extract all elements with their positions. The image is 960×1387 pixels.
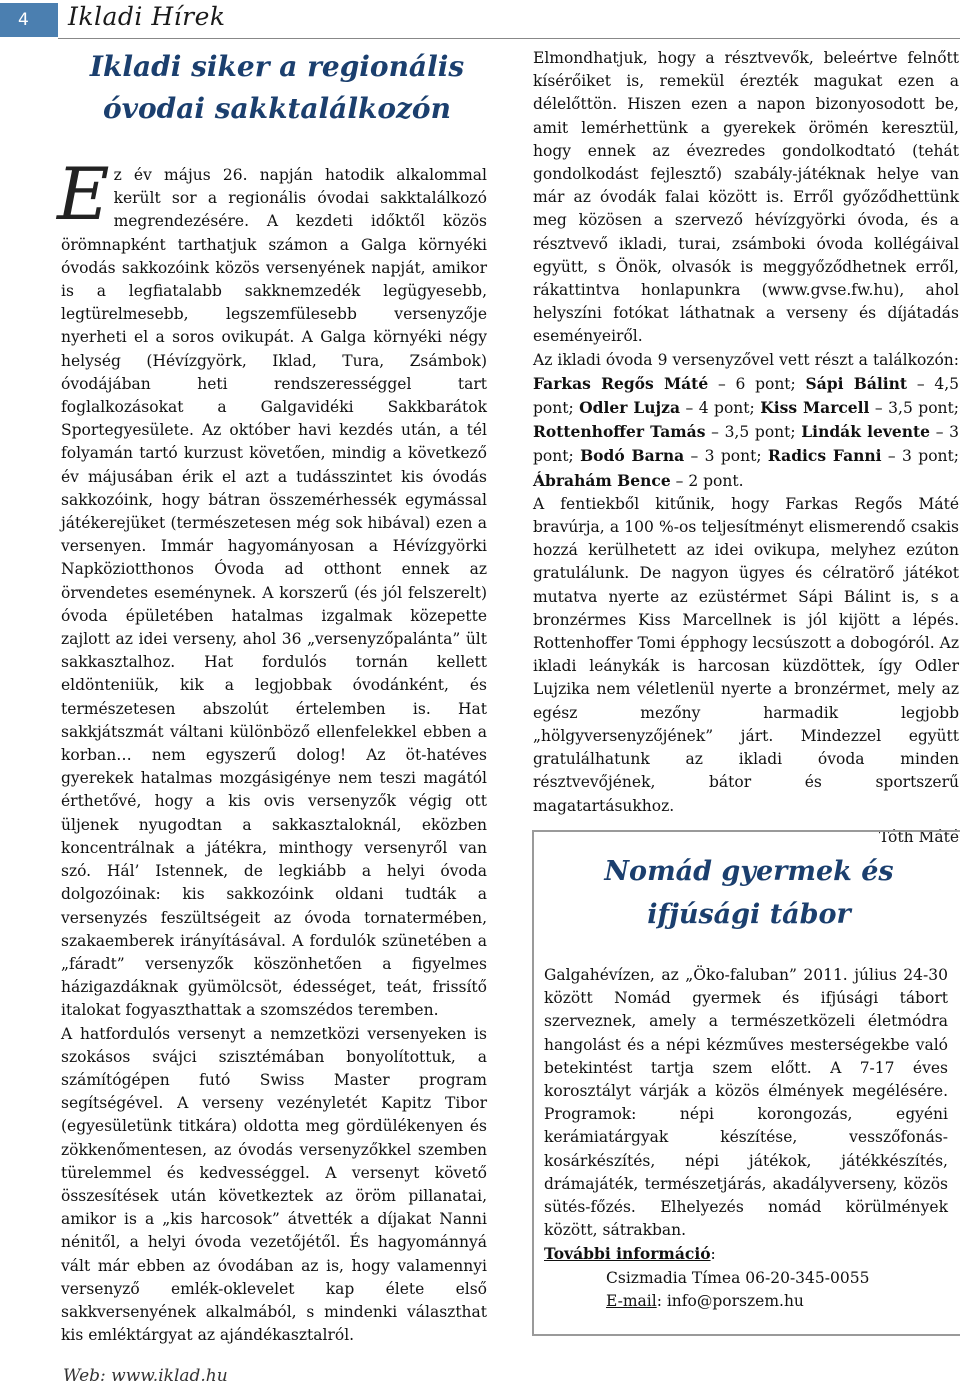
result-name: Lindák levente bbox=[801, 422, 931, 442]
article-paragraph-text: z év május 26. napján hatodik alkalommal került sor a regionális óvodai sakktalálkozó megrendezésére. A kezdeti időktől közös örömnapként tarthatjuk számon a Galga környéki óvodás sakkozóink közös versenyének napját, amikor is a legfiatalabb sakknemzedék legügyesebb, legtürelmesebb, legszemfülesebb versenyzője nyerheti el a soros ovikupát. A Galga környéki négy helység (Hévízgyörk, Iklad, Tura, Zsámbok) óvodájában heti rendszerességgel tart foglalkozásokat a Galgavidéki Sakkbarátok Sportegyesülete. Az október havi kezdés után, a tél folyamán tartó kurzust követően, mindig a következő év májusában érik el azt a tudásszintet kis óvodás sakkozóink, hogy bátran összemérhessék egymással játékerejüket (természetesen még sok hibával) ezen a versenyen. Immár hagyományosan a Hévízgyörki Napköziotthonos Óvoda ad otthont ennek az örvendetes eseménynek. A korszerű (és jól felszerelt) óvoda épületében hatalmas izgalmak közepette zajlott az idei verseny, ahol 36 „versenyzőpalánta” ült sakkasztalhoz. Hat fordulós tornán kellett eldönteniük, kik a legjobbak óvodánként, és természetesen abszolút értelemben is. Hat sakkjátszmát váltani különböző ellenfelekkel ebben a korban… nem egyszerű dolog! Az öt-hatéves gyerekek hatalmas mozgásigénye nem teszi magától érthetővé, hogy a kis ovis versenyzők végig ott üljenek nyugodtan a sakkasztaloknál, eközben koncentrálnak a játékra, minthogy versenyről van szó. Hál’ Istennek, de legkiább a helyi óvoda dolgozóinak: kis sakkozóink oldani tudták a versenyzés feszültségeit az óvoda tornatermében, szakaemberek irányításával. A fordulók szünetében a „fáradt” versenyzők köszönhetően a figyelmes házigazdáknak gyümölcsöt, édességet, teát, frissítő italokat fogyaszthattak a szomszédos teremben. bbox=[61, 166, 487, 1020]
camp-info-heading bbox=[544, 1242, 948, 1266]
article-author: Tóth Máté bbox=[878, 827, 959, 846]
camp-title-line-2: ifjúsági tábor bbox=[647, 899, 851, 930]
publication-name: Ikladi Hírek bbox=[68, 2, 226, 31]
more-info-label: További információ bbox=[544, 1244, 711, 1264]
result-score: – 4 pont; bbox=[680, 399, 755, 418]
article-paragraph: A hatfordulós versenyt a nemzetközi versenyeken is szokásos svájci szisztémában bonyolítottuk, a számítógépen futó Swiss Master program segítségével. A verseny vezényletét Kapitz Tibor (egyesületünk titkára) oldotta meg gördülékenyen és zökkenőmentesen, az óvodás versenyzőkkel szemben türelemmel és kedvességgel. A versenyt követő összesítések után következtek az öröm pillanatai, amikor is a „kis harcosok” átvették a díjakat Nanni nénitől, a helyi óvoda vezetőjétől. És hagyománnyá vált már ebben az óvodában az is, hogy valamennyi versenyző emlék-oklevelet kap élete első sakkversenyének alkalmából, s mindenki választhat kis emléktárgyat az ajándékasztalról. bbox=[61, 1024, 487, 1345]
results-paragraph bbox=[533, 349, 959, 493]
camp-contact: Csizmadia Tímea 06-20-345-0055 bbox=[606, 1268, 870, 1287]
page-header bbox=[0, 0, 960, 40]
more-info-colon: : bbox=[710, 1245, 716, 1264]
result-score: – 3 pont; bbox=[684, 447, 762, 466]
article-right-column bbox=[533, 47, 959, 849]
result-score: – 6 pont; bbox=[708, 374, 796, 393]
result-name: Radics Fanni bbox=[767, 446, 882, 466]
result-name: Bodó Barna bbox=[580, 446, 685, 466]
result-name: Rottenhoffer Tamás bbox=[533, 422, 706, 442]
result-score: – 2 pont. bbox=[670, 471, 744, 490]
email-label: E-mail bbox=[606, 1291, 657, 1310]
article-paragraph bbox=[57, 152, 487, 1023]
result-score: – 4,5 pont; bbox=[533, 374, 959, 418]
article-paragraph: A fentiekből kitűnik, hogy Farkas Regős Máté bravúrja, a 100 %-os teljesítményt elismerendő csakis hozzá kerülhetett az idei ovikupa, melyhez ezúton gratulálunk. De nagyon ügyes és célratörő játékot mutatva nyerte az ezüstérmet Sápi Bálint is, s a bronzérmes Kiss Marcellnek is jól kijött a lépés. Rottenhoffer Tomi épphogy lecsúszott a dobogóról. Az ikladi leánykák is harcosan küzdöttek, így Odler Lujzika nem véletlenül nyerte a bronzérmet, mely az egész mezőny harmadik legjobb „hölgyversenyzőjének” járt. Mindezzel együtt gratulálhatunk az ikladi óvoda minden résztvevőjének, bátor és sportszerű magatartásukhoz. bbox=[533, 494, 959, 815]
result-name: Odler Lujza bbox=[579, 398, 680, 418]
article-paragraph: Elmondhatjuk, hogy a résztvevők, beleértve felnőtt kísérőiket is, remekül érezték magukat ezen a délelőttön. Hiszen ezen a napon bizonyosodott be, amit lemérhettünk a gyerekek örömén keresztül, hogy ennek az évezredes gondolkodtató (tehát gondolkodást fejlesztő) szabály-játéknak helye van már az óvodák falai között is. Erről győződhettünk meg közösen a szervező hévízgyörki óvoda, és a résztvevő ikladi, turai, zsámboki óvoda kollégáival együtt, s Önök, olvasók is meggyőződhetnek erről, rákattintva honlapunkra (www.gvse.fw.hu), ahol helyszíni fotókat láthatnak a verseny és díjátadás eseményeiről. bbox=[533, 49, 959, 346]
result-score: – 3 pont; bbox=[881, 447, 959, 466]
camp-announcement-box bbox=[532, 830, 960, 1336]
email-address[interactable]: : info@porszem.hu bbox=[656, 1291, 804, 1310]
result-name: Ábrahám Bence bbox=[533, 470, 671, 490]
camp-email-line bbox=[544, 1290, 948, 1313]
footer-web-address: Web: www.iklad.hu bbox=[63, 1366, 228, 1386]
result-name: Farkas Regős Máté bbox=[533, 373, 709, 393]
page-number: 4 bbox=[0, 3, 58, 37]
camp-title-line-1: Nomád gyermek és bbox=[604, 856, 894, 887]
result-name: Kiss Marcell bbox=[760, 398, 870, 418]
result-score: – 3,5 pont; bbox=[705, 423, 796, 442]
camp-body bbox=[544, 964, 948, 1313]
article-title-line-2: óvodai sakktalálkozón bbox=[103, 92, 451, 125]
camp-description: Galgahévízen, az „Öko-faluban” 2011. július 24-30 között Nomád gyermek és ifjúsági tábort szerveznek, amely a természetközeli életmódra hangolást és a népi kézműves mesterségekbe való betekintést tartja szem előtt. A 7-17 éves korosztályt várják a közös élmények megélésére. Programok: népi korongozás, egyéni kerámiatárgyak készítése, vesszőfonás-kosárkészítés, népi játékok, játékkészítés, drámajáték, természetjárás, akadályverseny, közös sütés-főzés. Elhelyezés nomád körülmények között, sátrakban. bbox=[544, 966, 948, 1240]
drop-cap: E bbox=[57, 152, 110, 236]
result-name: Sápi Bálint bbox=[805, 373, 908, 393]
article-left-column bbox=[57, 152, 487, 1347]
results-intro: Az ikladi óvoda 9 versenyzővel vett részt a találkozón: bbox=[533, 350, 959, 369]
result-score: – 3 pont; bbox=[533, 423, 960, 466]
camp-title bbox=[534, 850, 960, 936]
header-divider bbox=[58, 38, 960, 39]
article-title-line-1: Ikladi siker a regionális bbox=[89, 50, 465, 83]
result-score: – 3,5 pont; bbox=[869, 399, 959, 418]
article-title bbox=[62, 46, 492, 130]
